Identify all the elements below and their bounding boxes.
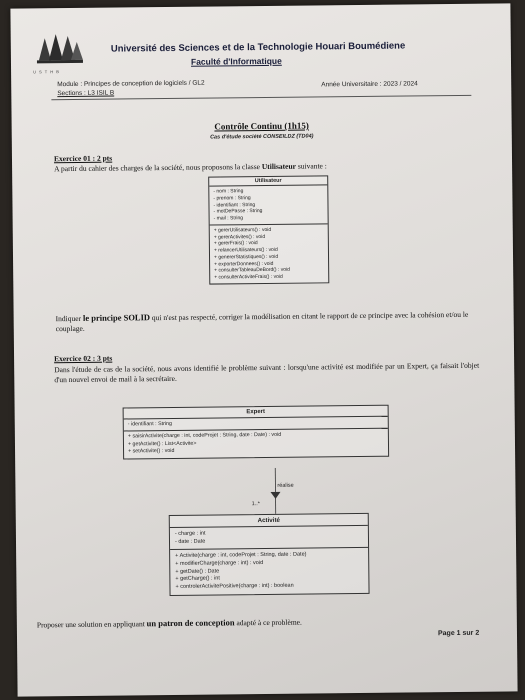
method: + saisirActivite(charge : int, codeProjet : String, date : Date) : void (127, 432, 282, 440)
method: + exporterDonnees() : void (214, 260, 274, 268)
method: + gererActivites() : void (213, 233, 266, 241)
exam-title: Contrôle Continu (1h15) (214, 120, 309, 132)
exam-subtitle: Cas d'étude société CONSEILDZ (TD04) (210, 133, 314, 141)
method: + gererUtilisateurs() : void (213, 226, 272, 234)
logo-caption: U S T H B (33, 69, 60, 75)
attribute: - charge : int (174, 530, 206, 537)
academic-year: Année Universitaire : 2023 / 2024 (321, 80, 418, 89)
class-name: Utilisateur (209, 176, 327, 186)
methods-section (170, 548, 368, 595)
class-expert (123, 405, 390, 459)
class-utilisateur (208, 175, 329, 284)
method: + consulterActiviteFrais() : void (214, 273, 283, 281)
method: + modifierCharge(charge : int) : void (175, 560, 264, 568)
exercise-2-text: Dans l'étude de cas de la société, nous avons identifié le problème suivant : lorsqu'une activité est modifiée par un Expert, ça faisait l'objet d'un nouvel envoi de mail à la secrétaire. (54, 360, 480, 384)
attributes-section (209, 185, 327, 225)
attribute: - nom : String (213, 188, 244, 195)
attribute: - date : Date (174, 538, 206, 545)
class-name: Activité (170, 514, 368, 528)
header-divider (51, 95, 471, 100)
attribute: - identifiant : String (213, 201, 256, 209)
attribute: - prenom : String (213, 194, 251, 202)
method: + gererFrais() : void (213, 240, 258, 247)
university-name: Université des Sciences et de la Technologie Houari Boumédiene (110, 40, 406, 55)
method: + controlerActivitePositive(charge : int) : boolean (175, 582, 294, 591)
multiplicity-label: 1..* (251, 501, 260, 508)
attribute: - mail : String (213, 215, 244, 222)
method: + consulterTableauDeBord() : void (214, 266, 290, 274)
method: + getDate() : Date (175, 568, 220, 575)
module-label: Module : Principes de conception de logiciels / GL2 (57, 79, 205, 89)
exercise-2-question: Proposer une solution en appliquant un patron de conception adapté à ce problème. (36, 617, 302, 630)
methods-section (210, 224, 329, 283)
methods-section (124, 429, 388, 458)
class-name: Expert (124, 406, 388, 420)
attribute: - motDePasse : String (213, 208, 263, 215)
attributes-section (170, 526, 368, 550)
exercise-2-title: Exercice 02 : 3 pts (54, 353, 113, 364)
exercise-1-question: Indiquer le principe SOLID qui n'est pas respecté, corriger la modélisation en citant le rapport de ce principe avec la cohésion et/ou le couplage. (55, 309, 469, 334)
exercise-1-intro: A partir du cahier des charges de la société, nous proposons la classe Utilisateur suivante : (54, 161, 327, 174)
method: + relancerUtilisateurs() : void (213, 246, 278, 254)
method: + genererStatistiques() : void (213, 253, 279, 261)
attribute: - identifiant : String (127, 420, 172, 428)
exam-sheet (10, 3, 517, 696)
exercise-1-title: Exercice 01 : 2 pts (53, 153, 113, 164)
page-number: Page 1 sur 2 (437, 629, 480, 638)
method: + Activite(charge : int, codeProjet : String, date : Date) (175, 551, 307, 560)
association-arrow (245, 468, 305, 517)
sections-label: Sections : L3 ISIL B (57, 89, 115, 98)
faculty-name: Faculté d'Informatique (190, 55, 282, 67)
method: + setActivite() : void (128, 448, 175, 455)
method: + getCharge() : int (175, 575, 220, 583)
method: + getActivite() : List<Activite> (127, 440, 197, 448)
class-activite (169, 513, 370, 596)
university-logo (35, 30, 85, 69)
association-label: réalise (277, 482, 294, 489)
